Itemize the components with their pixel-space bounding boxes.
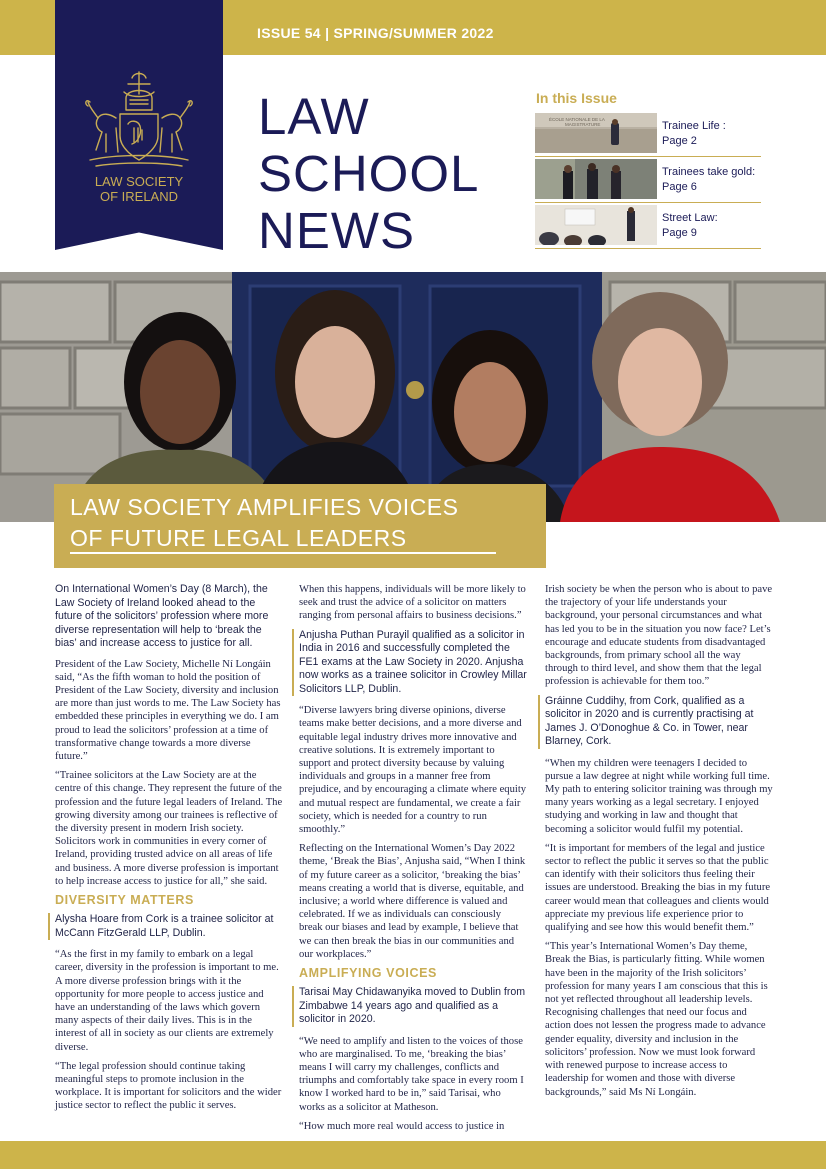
section-heading: AMPLIFYING VOICES bbox=[299, 965, 437, 980]
toc-thumb-trainee-life bbox=[535, 113, 657, 153]
headline bbox=[70, 492, 459, 554]
org-name-line2: OF IRELAND bbox=[99, 189, 178, 204]
article-paragraph: “When my children were teenagers I decided to pursue a law degree at night while working full time. My path to entering solicitor training was through my many years working as a legal secretary. I enjoyed studying and working in law and thought that becoming a solicitor would fulfil my potential. bbox=[545, 757, 773, 835]
article-column-1 bbox=[55, 583, 283, 1119]
toc-text-trainees-take-gold bbox=[662, 165, 755, 195]
toc-title-trainees-take-gold: Trainees take gold: bbox=[662, 166, 756, 178]
article-paragraph: “This year’s International Women’s Day theme, Break the Bias, is particularly fitting. While women have been in the majority of the Irish solicitors’ profession for many years I am conscious that this is not yet reflected throughout all leadership levels. Recognising challenges that need our focus and action does not lessen the progress made to advance gender equality, diversity and inclusion in the solicitors’ profession. Now we must look forward with renewed purpose to increase access to leadership for women and those with diverse backgrounds,” said Ms Ní Longáin. bbox=[545, 941, 768, 1098]
article-paragraph: “Trainee solicitors at the Law Society are at the centre of this change. They represent the future of the profession and the future legal leaders of Ireland. The growing diversity among our trainees is reflective of the diversity present in modern Irish society. Solicitors work in communities in every corner of Ireland, providing trusted advice on all areas of life and business. A more diverse profession is important to help increase access to justice for all,” she said. bbox=[55, 770, 283, 887]
callout: Tarisai May Chidawanyika moved to Dublin from Zimbabwe 14 years ago and qualified as a solicitor in 2020. bbox=[292, 986, 527, 1027]
bottom-band bbox=[0, 1141, 826, 1169]
toc-title-trainee-life: Trainee Life : bbox=[662, 120, 726, 132]
masthead-line-2: SCHOOL bbox=[258, 145, 480, 202]
toc-item-trainee-life[interactable] bbox=[535, 113, 761, 157]
article-paragraph: “We need to amplify and listen to the voices of those who are marginalised. To me, ‘breaking the bias’ means I will carry my challenges, conflicts and triumphs and comfortably take space in every room I know I worked hard to be in,” said Tarisai, who works as a solicitor at Matheson. bbox=[299, 1035, 524, 1113]
toc-text-street-law bbox=[662, 211, 718, 241]
toc-page-street-law: Page 9 bbox=[662, 227, 697, 239]
toc-title-street-law: Street Law: bbox=[662, 212, 718, 224]
headline-rule bbox=[70, 552, 496, 554]
article-paragraph: “The legal profession should continue taking meaningful steps to promote inclusion in the workplace. It is important for solicitors and the wider justice sector to reflect the public it serves. bbox=[55, 1060, 282, 1112]
toc-item-street-law[interactable] bbox=[535, 205, 761, 249]
toc-page-trainee-life: Page 2 bbox=[662, 135, 697, 147]
org-name bbox=[55, 174, 223, 204]
svg-text:MAGISTRATURE: MAGISTRATURE bbox=[565, 122, 601, 127]
masthead-line-3: NEWS bbox=[258, 202, 415, 259]
article-lead: On International Women’s Day (8 March), the Law Society of Ireland looked ahead to the future of the solicitors’ profession where more diverse representation will help to ‘break the bias’ and increase access to justice for all. bbox=[55, 583, 269, 649]
article-paragraph: “Diverse lawyers bring diverse opinions, diverse teams make better decisions, and a more diverse and equitable legal industry drives more innovative and creative solutions. It is extremely important to support and protect diversity because by valuing individuals and groups in a manner free from prejudice, and by encouraging a climate where equity and mutual respect are fundamental, we create a fair society, which is needed for a country to run smoothly.” bbox=[299, 705, 527, 835]
article-paragraph: “As the first in my family to embark on a legal career, diversity in the profession is important to me. A more diverse profession brings with it the opportunity for more people to access justice and have an understanding of the laws which govern many aspects of their daily lives. This is in the interest of all in society as our clients are extremely diverse. bbox=[55, 949, 279, 1053]
toc-heading: In this Issue bbox=[536, 90, 617, 106]
masthead-line-1: LAW bbox=[258, 88, 370, 145]
toc-thumb-street-law bbox=[535, 205, 657, 245]
crest-icon bbox=[76, 68, 202, 178]
callout: Gráinne Cuddihy, from Cork, qualified as a solicitor in 2020 and is currently practising at James J. O’Donoghue & Co. in Tower, near Blarney, Cork. bbox=[538, 695, 773, 749]
headline-box bbox=[54, 484, 546, 568]
article-paragraph: “It is important for members of the legal and justice sector to reflect the public it serves so that the public can identify with their solicitors thus feeling their issues are understood. Breaking the bias in my future career would mean that colleagues and clients would appreciate my previous life experience prior to qualifying and see how this would benefit them.” bbox=[545, 842, 771, 934]
callout: Anjusha Puthan Purayil qualified as a solicitor in India in 2016 and successfully completed the FE1 exams at the Law Society in 2020. Anjusha now works as a trainee solicitor in Crowley Millar Solicitors LLP, Dublin. bbox=[292, 629, 527, 697]
masthead-title bbox=[258, 88, 479, 259]
headline-line-2: OF FUTURE LEGAL LEADERS bbox=[70, 525, 407, 551]
article-column-3 bbox=[545, 583, 773, 1105]
svg-text:ÉCOLE NATIONALE DE LA: ÉCOLE NATIONALE DE LA bbox=[549, 117, 605, 122]
headline-line-1: LAW SOCIETY AMPLIFIES VOICES bbox=[70, 494, 459, 520]
article-paragraph: President of the Law Society, Michelle Ní Longáin said, “As the fifth woman to hold the position of President of the Law Society, diversity and inclusion are more than just words to me. The Law Society has embedded these principles in everything we do. I am proud to lead the solicitors’ profession at a time of transformative change towards a more diverse future.” bbox=[55, 658, 281, 762]
callout: Alysha Hoare from Cork is a trainee solicitor at McCann FitzGerald LLP, Dublin. bbox=[48, 913, 283, 940]
section-heading: DIVERSITY MATTERS bbox=[55, 892, 194, 907]
article-column-2 bbox=[299, 583, 527, 1139]
org-name-line1: LAW SOCIETY bbox=[94, 174, 184, 189]
article-paragraph: “How much more real would access to justice in bbox=[299, 1120, 505, 1132]
toc-text-trainee-life bbox=[662, 119, 726, 149]
article-paragraph: When this happens, individuals will be more likely to seek and trust the advice of a solicitor on matters ranging from personal affairs to business decisions.” bbox=[299, 584, 526, 622]
toc-thumb-trainees-take-gold bbox=[535, 159, 657, 199]
article-paragraph: Reflecting on the International Women’s Day 2022 theme, ‘Break the Bias’, Anjusha said, “When I think of my future career as a solicitor, ‘breaking the bias’ means creating a world that is diverse, equitable, and inclusive; a world where difference is valued and celebrated. If we as individuals can consciously break our biases and lead by example, I believe that we can then break the bias in our communities and our workplaces.” bbox=[299, 843, 526, 960]
toc-page-trainees-take-gold: Page 6 bbox=[662, 181, 697, 193]
toc-item-trainees-take-gold[interactable] bbox=[535, 159, 761, 203]
article-paragraph: Irish society be when the person who is about to pave the trajectory of your life understands your background, your personal circumstances and what has led you to be in the situation you now face? Let’s encourage and educate students from disadvantaged backgrounds, from primary school all the way through to third level, and show them that the legal profession is achievable for them too.” bbox=[545, 584, 773, 688]
issue-label: ISSUE 54 | SPRING/SUMMER 2022 bbox=[257, 25, 494, 41]
